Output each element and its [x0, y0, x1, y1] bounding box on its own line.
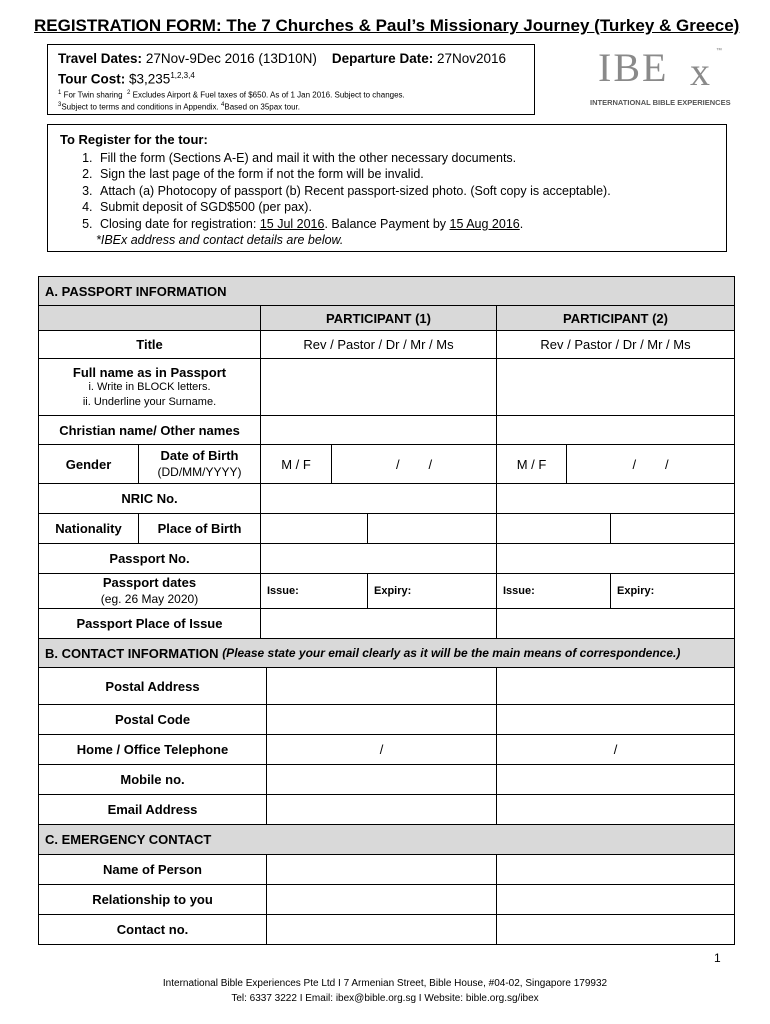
email-field-p2[interactable] — [496, 794, 735, 825]
christian-name-field-p1[interactable] — [260, 415, 497, 445]
logo-subtitle: INTERNATIONAL BIBLE EXPERIENCES — [590, 98, 731, 107]
footnote-1: For Twin sharing — [63, 90, 123, 100]
nationality-field-p2[interactable] — [496, 513, 611, 544]
dob-label-cell — [138, 444, 261, 484]
emergency-name-label: Name of Person — [38, 854, 267, 885]
participant-2-header: PARTICIPANT (2) — [496, 305, 735, 331]
travel-info-box — [47, 44, 535, 115]
passport-no-field-p2[interactable] — [496, 543, 735, 574]
fullname-label: Full name as in Passport — [72, 364, 227, 380]
pob-field-p1[interactable] — [367, 513, 497, 544]
relationship-label: Relationship to you — [38, 884, 267, 915]
page-number: 1 — [714, 951, 721, 965]
telephone-label: Home / Office Telephone — [38, 734, 267, 765]
register-note: *IBEx address and contact details are below. — [96, 233, 344, 247]
registration-instructions — [47, 124, 727, 252]
relationship-field-p1[interactable] — [266, 884, 497, 915]
footnote-3-num: 3 — [58, 102, 62, 109]
passport-dates-label-cell — [38, 573, 261, 609]
issue-field-p1[interactable]: Issue: — [260, 573, 368, 609]
email-field-p1[interactable] — [266, 794, 497, 825]
nationality-label: Nationality — [38, 513, 139, 544]
nric-field-p2[interactable] — [496, 483, 735, 514]
christian-name-label: Christian name/ Other names — [38, 415, 261, 445]
nric-field-p1[interactable] — [260, 483, 497, 514]
postal-code-field-p2[interactable] — [496, 704, 735, 735]
postal-address-field-p2[interactable] — [496, 667, 735, 705]
footnote-1-num: 1 — [58, 89, 62, 96]
postal-address-label: Postal Address — [38, 667, 267, 705]
register-step-4: 4. Submit deposit of SGD$500 (per pax). — [96, 199, 726, 216]
section-b-note: (Please state your email clearly as it will be the main means of correspondence.) — [222, 646, 681, 660]
place-of-issue-label: Passport Place of Issue — [38, 608, 261, 639]
section-b-heading-cell — [38, 638, 735, 668]
footnote-2: Excludes Airport & Fuel taxes of $650. As of 1 Jan 2016. Subject to changes. — [132, 90, 405, 100]
pob-field-p2[interactable] — [610, 513, 735, 544]
title-options-p2[interactable]: Rev / Pastor / Dr / Mr / Ms — [496, 330, 735, 359]
emergency-name-field-p2[interactable] — [496, 854, 735, 885]
postal-code-field-p1[interactable] — [266, 704, 497, 735]
dob-format: (DD/MM/YYYY) — [157, 465, 242, 479]
register-steps — [60, 150, 726, 233]
balance-date: 15 Aug 2016 — [449, 216, 520, 231]
gender-field-p1[interactable]: M / F — [260, 444, 332, 484]
fullname-field-p1[interactable] — [260, 358, 497, 416]
dob-field-p2[interactable]: / / — [566, 444, 735, 484]
tour-cost-label: Tour Cost: — [58, 71, 126, 87]
tour-cost-value: $3,235 — [129, 71, 171, 87]
fullname-field-p2[interactable] — [496, 358, 735, 416]
step5-prefix: Closing date for registration: — [100, 216, 260, 231]
travel-dates-label: Travel Dates: — [58, 51, 143, 66]
footnote-4-num: 4 — [221, 102, 225, 109]
mobile-label: Mobile no. — [38, 764, 267, 795]
contact-no-label: Contact no. — [38, 914, 267, 945]
form-title: REGISTRATION FORM: The 7 Churches & Paul’s Missionary Journey (Turkey & Greece) — [34, 16, 740, 35]
footnote-3: Subject to terms and conditions in Appendix. — [61, 102, 219, 112]
logo-x: x — [690, 49, 710, 94]
departure-date-label: Departure Date: — [331, 51, 434, 66]
nationality-field-p1[interactable] — [260, 513, 368, 544]
footer-address: International Bible Experiences Pte Ltd I 7 Armenian Street, Bible House, #04-02, Singapore 179932 — [162, 978, 608, 989]
postal-code-label: Postal Code — [38, 704, 267, 735]
emergency-name-field-p1[interactable] — [266, 854, 497, 885]
place-of-birth-label: Place of Birth — [138, 513, 261, 544]
contact-no-field-p1[interactable] — [266, 914, 497, 945]
expiry-field-p1[interactable]: Expiry: — [367, 573, 497, 609]
issue-field-p2[interactable]: Issue: — [496, 573, 611, 609]
fullname-label-cell — [38, 358, 261, 416]
postal-address-field-p1[interactable] — [266, 667, 497, 705]
ibex-logo — [590, 45, 731, 110]
mobile-field-p2[interactable] — [496, 764, 735, 795]
relationship-field-p2[interactable] — [496, 884, 735, 915]
place-of-issue-field-p2[interactable] — [496, 608, 735, 639]
register-step-1: 1. Fill the form (Sections A-E) and mail it with the other necessary documents. — [96, 150, 726, 167]
step5-end: . — [519, 216, 524, 231]
dob-label: Date of Birth — [160, 448, 239, 463]
title-options-p1[interactable]: Rev / Pastor / Dr / Mr / Ms — [260, 330, 497, 359]
section-b-heading: B. CONTACT INFORMATION — [45, 645, 219, 661]
footer-contact: Tel: 6337 3222 I Email: ibex@bible.org.sg I Website: bible.org.sg/ibex — [231, 993, 539, 1004]
footnote-2-num: 2 — [127, 89, 131, 96]
christian-name-field-p2[interactable] — [496, 415, 735, 445]
register-step-2: 2. Sign the last page of the form if not the form will be invalid. — [96, 166, 726, 183]
section-c-heading: C. EMERGENCY CONTACT — [38, 824, 735, 855]
tour-cost-footnotes: 1,2,3,4 — [170, 71, 195, 80]
register-step-5 — [96, 216, 726, 233]
passport-dates-label: Passport dates — [102, 575, 197, 590]
participant-1-header: PARTICIPANT (1) — [260, 305, 497, 331]
mobile-field-p1[interactable] — [266, 764, 497, 795]
section-a-heading: A. PASSPORT INFORMATION — [38, 276, 735, 306]
footnote-4: Based on 35pax tour. — [224, 102, 300, 112]
expiry-field-p2[interactable]: Expiry: — [610, 573, 735, 609]
passport-no-label: Passport No. — [38, 543, 261, 574]
nric-label: NRIC No. — [38, 483, 261, 514]
register-step-3: 3. Attach (a) Photocopy of passport (b) Recent passport-sized photo. (Soft copy is acceptable). — [96, 183, 726, 200]
departure-date-value: 27Nov2016 — [436, 51, 507, 66]
fullname-note-2: ii. Underline your Surname. — [82, 395, 217, 408]
contact-no-field-p2[interactable] — [496, 914, 735, 945]
place-of-issue-field-p1[interactable] — [260, 608, 497, 639]
closing-date: 15 Jul 2016 — [259, 216, 325, 231]
logo-tm: ™ — [716, 48, 722, 54]
step5-mid: . Balance Payment by — [324, 216, 450, 231]
email-label: Email Address — [38, 794, 267, 825]
passport-no-field-p1[interactable] — [260, 543, 497, 574]
register-heading: To Register for the tour: — [60, 132, 208, 147]
dob-field-p1[interactable]: / / — [331, 444, 497, 484]
gender-field-p2[interactable]: M / F — [496, 444, 567, 484]
fullname-note-1: i. Write in BLOCK letters. — [88, 380, 211, 393]
title-label: Title — [38, 330, 261, 359]
travel-dates-value: 27Nov-9Dec 2016 (13D10N) — [145, 51, 317, 66]
section-a-blank-header — [38, 305, 261, 331]
logo-text: IBE — [598, 45, 669, 90]
telephone-field-p2[interactable]: / — [496, 734, 735, 765]
telephone-field-p1[interactable]: / — [266, 734, 497, 765]
gender-label: Gender — [38, 444, 139, 484]
passport-dates-example: (eg. 26 May 2020) — [100, 592, 199, 606]
